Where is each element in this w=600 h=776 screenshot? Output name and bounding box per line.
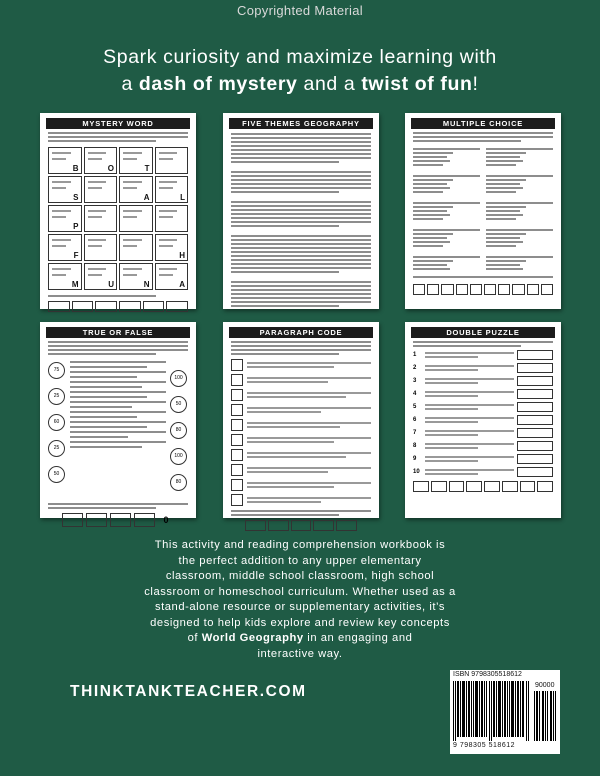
page-title: MULTIPLE CHOICE	[411, 118, 555, 129]
headline-line-1: Spark curiosity and maximize learning with	[103, 46, 497, 68]
grid-letter: N	[143, 280, 150, 289]
page-thumbnail-mystery-word	[40, 113, 196, 309]
barcode-box	[450, 670, 560, 754]
headline-line-2: a dash of mystery and a twist of fun!	[121, 73, 479, 95]
point-badge: 100	[170, 448, 187, 465]
grid-letter: S	[73, 193, 79, 202]
barcode-number: 9 798305 518612	[453, 742, 515, 749]
isbn-text: ISBN 9798305518612	[453, 671, 522, 678]
page-thumbnail-multiple-choice	[405, 113, 561, 309]
point-badge: 50	[48, 466, 65, 483]
page-thumbnail-double-puzzle: DOUBLE PUZZLE 1 2 3 4 5 6 7 8 9 10	[405, 322, 561, 518]
headline-emphasis-mystery: dash of mystery	[138, 73, 298, 95]
grid-letter: U	[108, 280, 114, 289]
headline	[0, 44, 600, 98]
grid-letter: M	[71, 280, 79, 289]
grid-letter: A	[179, 280, 185, 289]
point-badge: 80	[170, 474, 187, 491]
page-title: MYSTERY WORD	[46, 118, 190, 129]
emphasis-world-geography: World Geography	[201, 632, 304, 644]
page-title: TRUE OR FALSE	[46, 327, 190, 338]
point-badge: 60	[48, 414, 65, 431]
page-thumbnail-paragraph-code	[223, 322, 379, 518]
headline-emphasis-fun: twist of fun	[361, 73, 473, 95]
point-badge: 75	[48, 362, 65, 379]
grid-letter: H	[179, 251, 185, 260]
page-title: PARAGRAPH CODE	[229, 327, 373, 338]
point-badge: 50	[170, 396, 187, 413]
grid-letter: T	[144, 164, 150, 173]
point-badge: 100	[170, 370, 187, 387]
mystery-grid	[48, 147, 188, 290]
point-badge: 25	[48, 388, 65, 405]
website-label: THINKTANKTEACHER.COM	[70, 683, 307, 700]
score-total: 0	[163, 515, 169, 525]
page-title: FIVE THEMES GEOGRAPHY	[229, 118, 373, 129]
grid-letter: P	[73, 222, 79, 231]
price-code: 90000	[535, 682, 555, 689]
page-title: DOUBLE PUZZLE	[411, 327, 555, 338]
page-thumbnail-true-or-false	[40, 322, 196, 525]
description-text: This activity and reading comprehension workbook is the perfect addition to any upper elementary classroom, middle school classroom, high school classroom or homeschool curriculum. Whether used as a stand-alone resource or supplementary activities, it’s designed to help kids explore and review key concepts of World Geography in an engaging and interactive way.	[144, 539, 456, 660]
grid-letter: A	[143, 193, 150, 202]
point-badge: 80	[170, 422, 187, 439]
barcode-addon-icon	[534, 691, 556, 741]
barcode-bars-icon	[453, 681, 529, 741]
grid-letter: F	[73, 251, 79, 260]
grid-letter: O	[107, 164, 114, 173]
point-badge: 25	[48, 440, 65, 457]
watermark: Copyrighted Material	[237, 3, 363, 18]
page-thumbnail-five-themes	[223, 113, 379, 309]
grid-letter: B	[72, 164, 79, 173]
grid-letter: L	[180, 193, 185, 202]
